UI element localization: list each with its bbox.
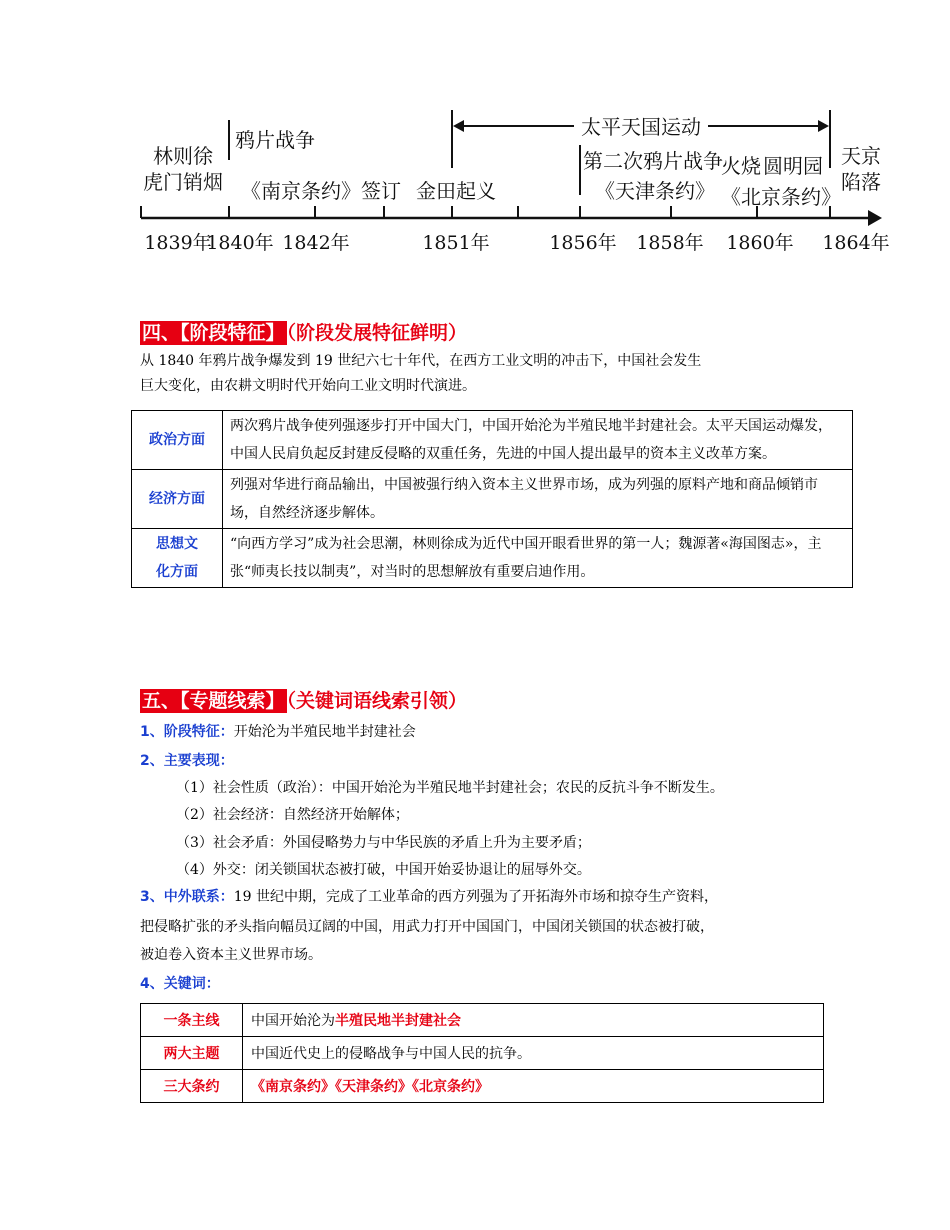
event-beijing-treaty: 《北京条约》 [721, 185, 841, 209]
year-label: 1858年 [636, 232, 704, 254]
section4-intro-line1: 从 1840 年鸦片战争爆发到 19 世纪六七十年代，在西方工业文明的冲击下，中国社会发生 [140, 353, 702, 369]
section5-heading [140, 686, 467, 713]
keyword-text: 中国近代史上的侵略战争与中国人民的抗争。 [243, 1037, 824, 1070]
p3-line1: 19 世纪中期，完成了工业革命的西方列强为了开拓海外市场和掠夺生产资料， [233, 889, 719, 905]
year-label: 1864年 [822, 232, 890, 254]
p2-item-4: （4）外交：闭关锁国状态被打破，中国开始妥协退让的屈辱外交。 [176, 862, 591, 878]
p1 [140, 720, 416, 744]
section4-intro [140, 349, 830, 399]
event-linzexu-line2: 虎门销烟 [143, 170, 223, 194]
feature-text-culture: “向西方学习”成为社会思潮，林则徐成为近代中国开眼看世界的第一人；魏源著«海国图志»，主张“师夷长技以制夷”，对当时的思想解放有重要启迪作用。 [223, 529, 853, 588]
p1-text: 开始沦为半殖民地半封建社会 [233, 724, 416, 740]
event-fall-line1: 天京 [841, 144, 881, 168]
p2-label: 2、主要表现： [140, 753, 234, 769]
timeline-diagram [0, 0, 950, 270]
p3 [140, 885, 718, 909]
event-taiping-movement: 太平天国运动 [581, 115, 701, 139]
p2-item-3: （3）社会矛盾：外国侵略势力与中华民族的矛盾上升为主要矛盾； [176, 835, 591, 851]
feature-label-culture: 思想文 化方面 [132, 529, 223, 588]
section4-heading [140, 318, 467, 345]
event-tianjin-treaty: 《天津条约》 [595, 179, 715, 203]
p2 [140, 749, 234, 773]
event-nanjing-treaty: 《南京条约》签订 [241, 179, 401, 203]
event-opium-war: 鸦片战争 [235, 128, 315, 152]
year-label: 1851年 [422, 232, 490, 254]
event-jintian-uprising: 金田起义 [416, 179, 496, 203]
table-row [141, 1037, 824, 1070]
table-row [141, 1004, 824, 1037]
event-burn-line1: 火烧 [721, 154, 761, 178]
keyword-label: 两大主题 [141, 1037, 243, 1070]
taiping-arrowhead-right [818, 120, 829, 132]
year-label: 1840年 [206, 232, 274, 254]
table-row [132, 470, 853, 529]
keyword-text: 《南京条约》《天津条约》《北京条约》 [243, 1070, 824, 1103]
year-label: 1860年 [726, 232, 794, 254]
feature-text-economy: 列强对华进行商品输出，中国被强行纳入资本主义世界市场，成为列强的原料产地和商品倾销市场，自然经济逐步解体。 [223, 470, 853, 529]
feature-label-politics: 政治方面 [132, 411, 223, 470]
p3-line3: 被迫卷入资本主义世界市场。 [140, 947, 322, 963]
section4-intro-line2: 巨大变化，由农耕文明时代开始向工业文明时代演进。 [140, 378, 476, 394]
timeline-axis-arrow [868, 210, 882, 226]
taiping-arrowhead-left [453, 120, 464, 132]
event-burn-line2: 圆明园 [763, 154, 823, 178]
section5-subtitle: （关键词语线索引领） [286, 690, 468, 712]
p1-label: 1、阶段特征： [140, 724, 234, 740]
keyword-text: 中国开始沦为半殖民地半封建社会 [243, 1004, 824, 1037]
feature-label-economy: 经济方面 [132, 470, 223, 529]
table-row [141, 1070, 824, 1103]
section4-number-title: 四、【阶段特征】 [142, 322, 285, 344]
event-linzexu-line1: 林则徐 [153, 144, 213, 168]
table-row [132, 529, 853, 588]
keyword-table [140, 1003, 824, 1103]
p3-line2: 把侵略扩张的矛头指向幅员辽阔的中国，用武力打开中国国门，中国闭关锁国的状态被打破， [140, 919, 714, 935]
p3-label: 3、中外联系： [140, 889, 234, 905]
keyword-label: 一条主线 [141, 1004, 243, 1037]
year-label: 1842年 [282, 232, 350, 254]
table-row [132, 411, 853, 470]
p2-item-1: （1）社会性质（政治）：中国开始沦为半殖民地半封建社会；农民的反抗斗争不断发生。 [176, 780, 724, 796]
event-fall-line2: 陷落 [841, 170, 881, 194]
year-label: 1856年 [549, 232, 617, 254]
p4 [140, 972, 220, 996]
feature-table [131, 410, 853, 588]
feature-text-politics: 两次鸦片战争使列强逐步打开中国大门，中国开始沦为半殖民地半封建社会。太平天国运动爆发，中国人民肩负起反封建反侵略的双重任务，先进的中国人提出最早的资本主义改革方案。 [223, 411, 853, 470]
section4-subtitle: （阶段发展特征鲜明） [286, 322, 468, 344]
p2-item-2: （2）社会经济：自然经济开始解体； [176, 807, 409, 823]
year-label: 1839年 [144, 232, 212, 254]
section5-number-title: 五、【专题线索】 [142, 690, 285, 712]
keyword-label: 三大条约 [141, 1070, 243, 1103]
p4-label: 4、关键词： [140, 976, 220, 992]
event-second-opium-war: 第二次鸦片战争 [583, 149, 723, 173]
